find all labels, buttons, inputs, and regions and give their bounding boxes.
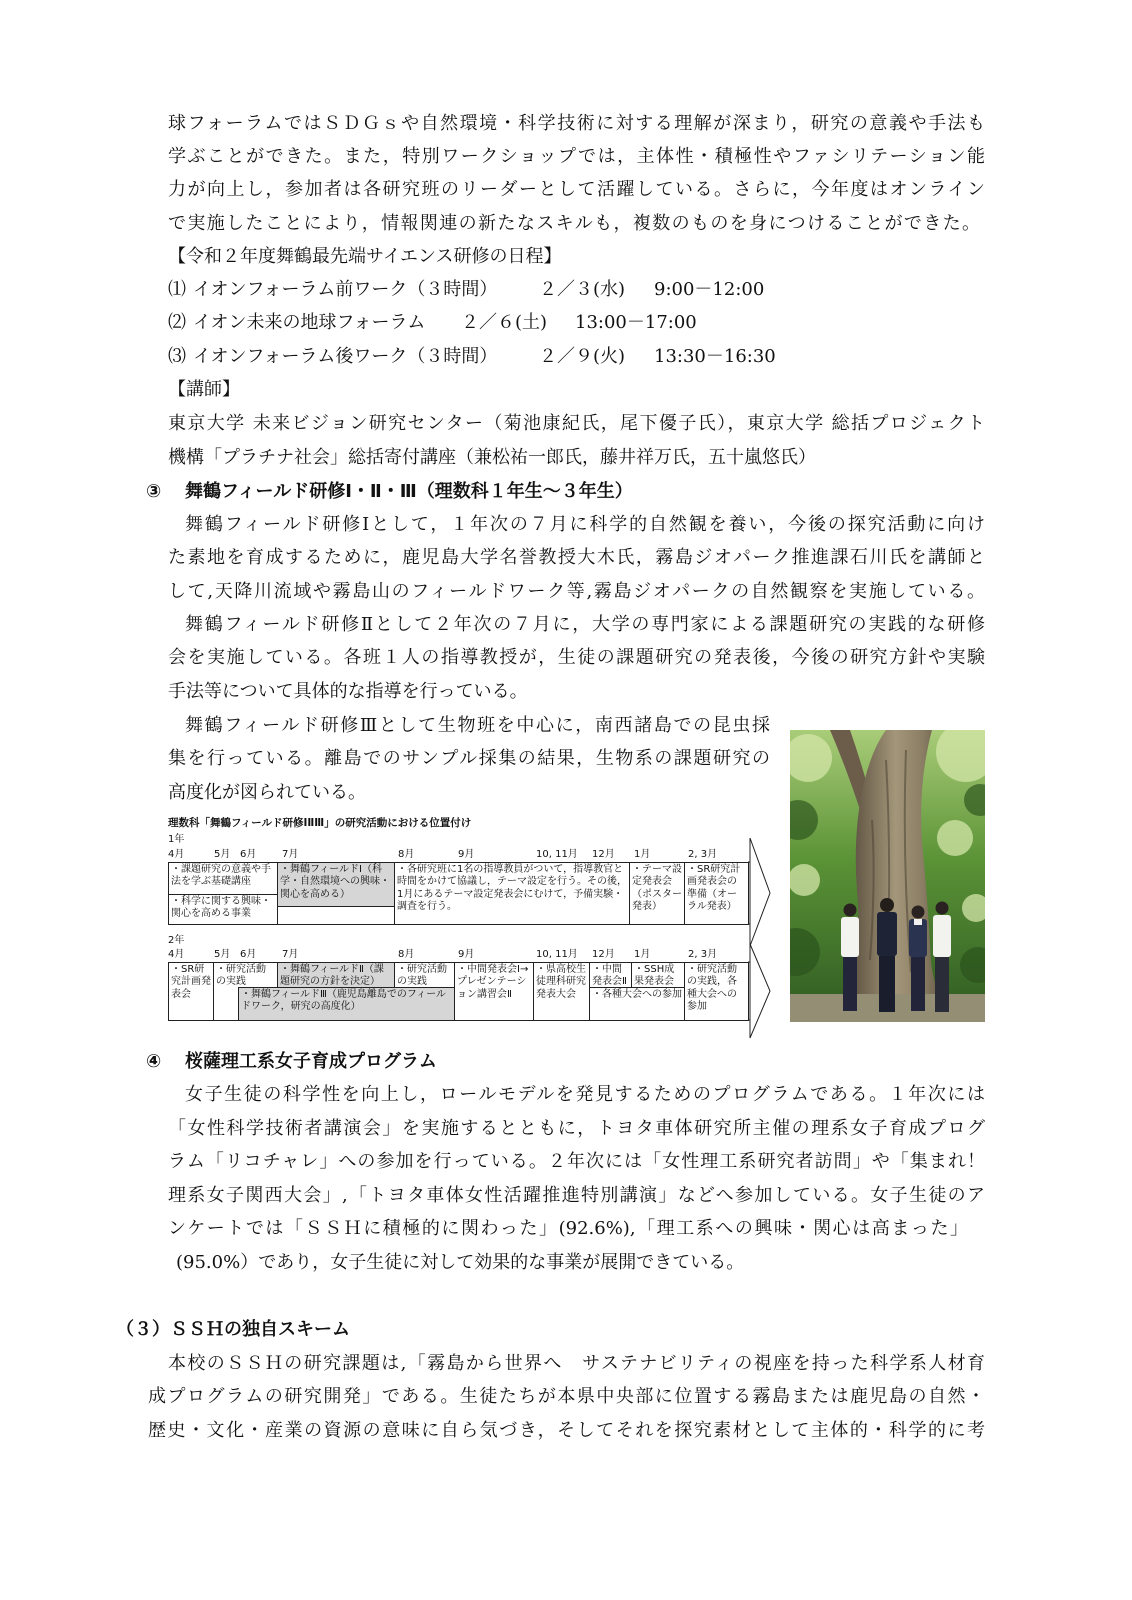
student-pants xyxy=(843,957,857,1011)
timeline-cell: ・SR研究計画発表会の準備（オーラル発表） xyxy=(684,862,749,925)
student-pants xyxy=(935,957,949,1012)
month-label: 10, 11月 xyxy=(536,849,578,860)
intro-line: 力が向上し，参加者は各研究班のリーダーとして活躍している。さらに，今年度はオンライン xyxy=(168,179,985,200)
timeline-cell: ・中間発表会Ⅰ→プレゼンテーション講習会Ⅱ xyxy=(454,962,534,1021)
month-label: 4月 xyxy=(168,849,185,860)
girls-program-line: (95.0%）であり，女子生徒に対して効果的な事業が展開できている。 xyxy=(176,1252,745,1273)
diagram-title: 理数科「舞鶴フィールド研修ⅠⅡⅢ」の研究活動における位置付け xyxy=(168,817,472,829)
year-label: 2年 xyxy=(168,935,185,946)
field-training-line: 舞鶴フィールド研修Ⅱとして２年次の７月に，大学の専門家による課題研究の実践的な研修 xyxy=(185,614,985,635)
timeline-cell: ・SSH成果発表会 xyxy=(631,962,685,988)
girls-program-line: 「女性科学技術者講演会」を実施するとともに，トヨタ車体研究所主催の理系女子育成プログ xyxy=(168,1118,985,1139)
girls-program-line: ラム「リコチャレ」への参加を行っている。２年次には「女性理工系研究者訪問」や「集まれ！ xyxy=(168,1151,985,1172)
schedule-title: イオンフォーラム前ワーク（３時間） xyxy=(193,279,498,300)
month-label: 1月 xyxy=(634,949,651,960)
scheme-line: 歴史・文化・産業の資源の意味に自ら気づき，そしてそれを探究素材として主体的・科学的に考 xyxy=(148,1420,985,1441)
lecturer-line: 機構「プラチナ社会」総括寄付講座（兼松祐一郎氏，藤井祥万氏，五十嵐悠氏） xyxy=(168,447,816,468)
month-label: 7月 xyxy=(282,849,299,860)
timeline-cell: ・課題研究の意義や手法を学ぶ基礎講座 xyxy=(168,862,278,895)
intro-line: で実施したことにより，情報関連の新たなスキルも，複数のものを身につけることができた。 xyxy=(168,213,980,234)
field-training-line: た素地を育成するために，鹿児島大学名誉教授大木氏，霧島ジオパーク推進課石川氏を講師と xyxy=(168,547,985,568)
year-label: 1年 xyxy=(168,834,185,845)
schedule-number: ⑴ xyxy=(168,279,186,300)
field-training-line: 集を行っている。離島でのサンプル採集の結果，生物系の課題研究の xyxy=(168,748,770,769)
scheme-line: 本校のＳＳＨの研究課題は,「霧島から世界へ サステナビリティの視座を持った科学系人材育 xyxy=(168,1353,985,1374)
student-pants xyxy=(879,956,895,1012)
timeline-cell: ・SR研究計画発表会 xyxy=(168,962,214,1021)
girls-program-line: ンケートでは「ＳＳＨに積極的に関わった」(92.6%),「理工系への興味・関心は高まった」 xyxy=(168,1218,968,1239)
student-figure xyxy=(877,898,897,1012)
schedule-date: ２／９(火) xyxy=(539,346,626,367)
lecturer-heading: 【講師】 xyxy=(168,379,240,400)
schedule-heading: 【令和２年度舞鶴最先端サイエンス研修の日程】 xyxy=(168,246,562,267)
month-label: 2, 3月 xyxy=(688,949,718,960)
timeline-cell: ・研究活動の実践，各種大会への参加 xyxy=(684,962,749,1021)
schedule-number: ⑵ xyxy=(168,312,186,333)
timeline-cell-highlight: ・舞鶴フィールドⅠ（科学・自然環境への興味・関心を高める） xyxy=(277,862,395,907)
schedule-title: イオン未来の地球フォーラム xyxy=(193,312,426,333)
student-pants xyxy=(911,957,925,1011)
month-label: 12月 xyxy=(592,949,615,960)
schedule-number: ⑶ xyxy=(168,346,186,367)
field-trip-photo xyxy=(790,730,985,1022)
student-figure xyxy=(909,906,927,1012)
intro-line: 学ぶことができた。また，特別ワークショップでは，主体性・積極性やファシリテーション能 xyxy=(168,146,985,167)
student-shirt xyxy=(841,917,859,957)
schedule-title: イオンフォーラム後ワーク（３時間） xyxy=(193,346,498,367)
student-collar xyxy=(914,919,922,925)
lecturer-line: 東京大学 未来ビジョン研究センター（菊池康紀氏，尾下優子氏），東京大学 総括プロジェクト xyxy=(168,413,985,434)
student-head xyxy=(936,902,949,915)
timeline-cell: ・研究活動の実践 xyxy=(394,962,455,988)
field-training-line: 手法等について具体的な指導を行っている。 xyxy=(168,681,528,702)
month-label: 9月 xyxy=(458,849,475,860)
field-training-line: 舞鶴フィールド研修Ⅲとして生物班を中心に，南西諸島での昆虫採 xyxy=(185,715,770,736)
section-heading: 舞鶴フィールド研修Ⅰ・Ⅱ・Ⅲ（理数科１年生～３年生） xyxy=(185,481,633,502)
timeline-cell: ・テーマ設定発表会（ポスター発表） xyxy=(629,862,685,925)
field-training-line: 高度化が図られている。 xyxy=(168,782,366,803)
month-label: 5月 xyxy=(214,849,231,860)
timeline-cell-highlight: ・舞鶴フィールドⅡ（課題研究の方針を決定） xyxy=(277,962,395,988)
scheme-line: 成プログラムの研究開発」である。生徒たちが本県中央部に位置する霧島または鹿児島の自然・ xyxy=(148,1386,985,1407)
student-shirt xyxy=(933,915,951,957)
field-training-line: 舞鶴フィールド研修Ⅰとして，１年次の７月に科学的自然観を養い，今後の探究活動に向け xyxy=(185,514,985,535)
field-training-line: して,天降川流域や霧島山のフィールドワーク等,霧島ジオパークの自然観察を実施している。 xyxy=(168,581,985,602)
schedule-time: 13:30－16:30 xyxy=(654,346,776,367)
timeline-cell: ・県高校生徒理科研究発表大会 xyxy=(533,962,590,1021)
row-2-arrow xyxy=(748,944,770,1038)
section-heading: 桜薩理工系女子育成プログラム xyxy=(185,1051,437,1072)
timeline-cell: ・中間発表会Ⅱ xyxy=(589,962,632,988)
month-label: 6月 xyxy=(240,849,257,860)
month-label: 8月 xyxy=(398,949,415,960)
student-figure xyxy=(933,902,951,1013)
arrow-head xyxy=(750,944,770,1038)
schedule-time: 9:00－12:00 xyxy=(654,279,765,300)
month-label: 9月 xyxy=(458,949,475,960)
month-label: 5月 xyxy=(214,949,231,960)
intro-line: 球フォーラムではＳＤＧｓや自然環境・科学技術に対する理解が深まり，研究の意義や手法も xyxy=(168,113,985,134)
timeline-cell: ・各研究班に1名の指導教員がついて，指導教官と時間をかけて協議し，テーマ設定を行う。その後，1月にあるテーマ設定発表会にむけて，予備実験・調査を行う。 xyxy=(394,862,630,925)
student-figure xyxy=(841,904,859,1012)
row-1-arrow xyxy=(748,838,770,946)
girls-program-line: 女子生徒の科学性を向上し，ロールモデルを発見するためのプログラムである。１年次には xyxy=(185,1084,985,1105)
month-label: 2, 3月 xyxy=(688,849,718,860)
section-number: ③ xyxy=(146,481,162,502)
month-label: 12月 xyxy=(592,849,615,860)
schedule-date: ２／３(水) xyxy=(539,279,626,300)
student-head xyxy=(880,898,894,912)
month-label: 6月 xyxy=(240,949,257,960)
month-label: 4月 xyxy=(168,949,185,960)
timeline-cell: ・各種大会への参加 xyxy=(589,987,685,1021)
field-training-line: 会を実施している。各班１人の指導教授が，生徒の課題研究の発表後，今後の研究方針や実験 xyxy=(168,647,985,668)
month-label: 1月 xyxy=(634,849,651,860)
student-head xyxy=(844,904,857,917)
timeline-cell: ・研究活動の実践 xyxy=(213,962,278,1021)
student-head xyxy=(912,906,925,919)
timeline-cell-highlight: ・舞鶴フィールドⅢ（鹿児島離島でのフィールドワーク，研究の高度化） xyxy=(238,987,455,1021)
subsection-heading: （３）ＳＳＨの独自スキーム xyxy=(116,1319,350,1340)
month-label: 7月 xyxy=(282,949,299,960)
schedule-time: 13:00－17:00 xyxy=(575,312,697,333)
month-label: 8月 xyxy=(398,849,415,860)
timeline-cell: ・科学に関する興味・関心を高める事業 xyxy=(168,894,278,925)
timeline-arrow-heads xyxy=(740,830,780,1045)
foliage-patch xyxy=(937,820,973,856)
schedule-date: ２／６(土) xyxy=(461,312,548,333)
month-label: 10, 11月 xyxy=(536,949,578,960)
section-number: ④ xyxy=(146,1051,162,1072)
student-jacket xyxy=(877,912,897,956)
girls-program-line: 理系女子関西大会」,「トヨタ車体女性活躍推進特別講演」などへ参加している。女子生徒のア xyxy=(168,1185,985,1206)
arrow-head xyxy=(750,838,770,946)
